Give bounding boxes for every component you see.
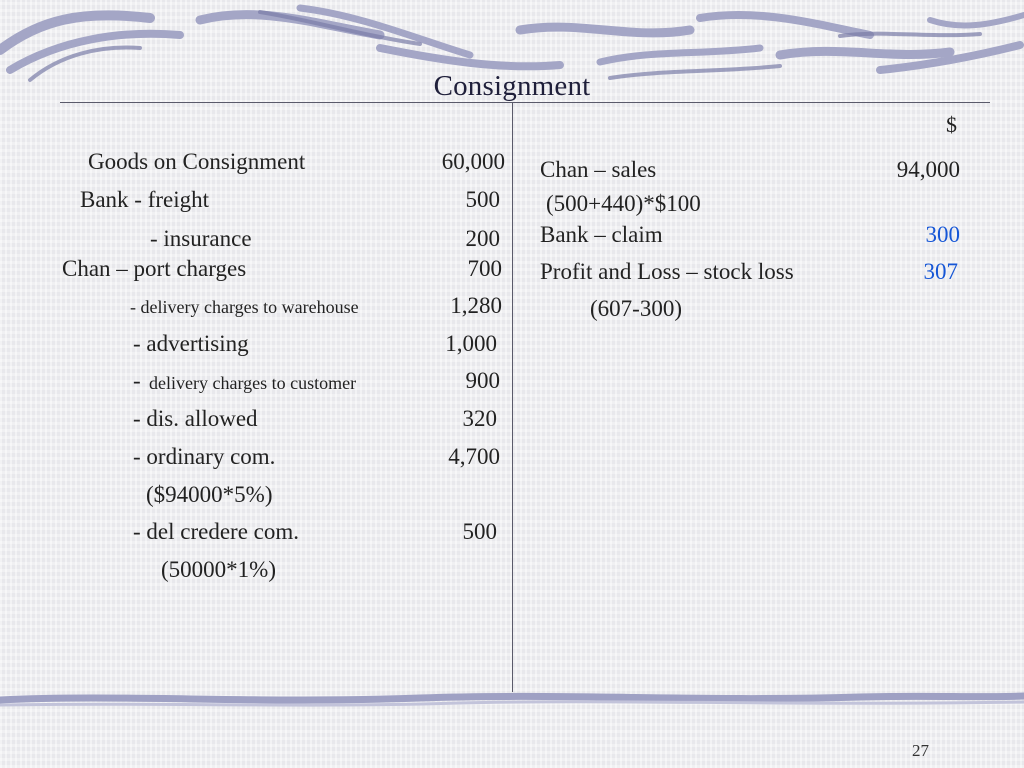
debit-item-label: - delivery charges to warehouse [130,297,359,317]
debit-item-amount: 4,700 [448,444,500,469]
credit-item-amount: 300 [925,222,960,247]
debit-item-amount: 320 [462,406,497,431]
debit-item-amount: 60,000 [441,149,505,174]
debit-item-label: Chan – port charges [62,256,247,281]
debit-item-amount: 200 [465,226,500,251]
debit-item-note: ($94000*5%) [146,482,273,507]
credit-item-amount: 307 [923,259,958,284]
debit-item-label: delivery charges to customer [149,373,357,393]
debit-item-amount: 500 [462,519,497,544]
page-number: 27 [912,741,929,760]
debit-item-amount: 700 [467,256,502,281]
debit-item-amount: 1,000 [445,331,497,356]
debit-item-label: - advertising [133,331,249,356]
debit-item-amount: 900 [465,368,500,393]
credit-item-note: (500+440)*$100 [546,191,701,216]
ledger-center-divider [512,102,513,692]
credit-item-label: Bank – claim [540,222,663,247]
credit-item-label: Profit and Loss – stock loss [540,259,794,284]
debit-item-note: (50000*1%) [161,557,276,582]
slide-title: Consignment [433,70,591,102]
debit-item-label: Bank - freight [80,187,210,212]
credit-item-note: (607-300) [590,296,682,321]
debit-item-amount: 500 [465,187,500,212]
debit-item-label: - del credere com. [133,519,300,544]
debit-item-label: - ordinary com. [133,444,276,469]
currency-symbol: $ [946,112,957,137]
debit-item-label: - insurance [150,226,252,251]
credit-item-label: Chan – sales [540,157,657,182]
ledger-horizontal-rule [60,102,990,103]
debit-item-label: Goods on Consignment [88,149,306,174]
debit-item-amount: 1,280 [450,293,502,318]
debit-item-dash: - [133,368,141,393]
debit-item-label: - dis. allowed [133,406,258,431]
credit-item-amount: 94,000 [896,157,960,182]
